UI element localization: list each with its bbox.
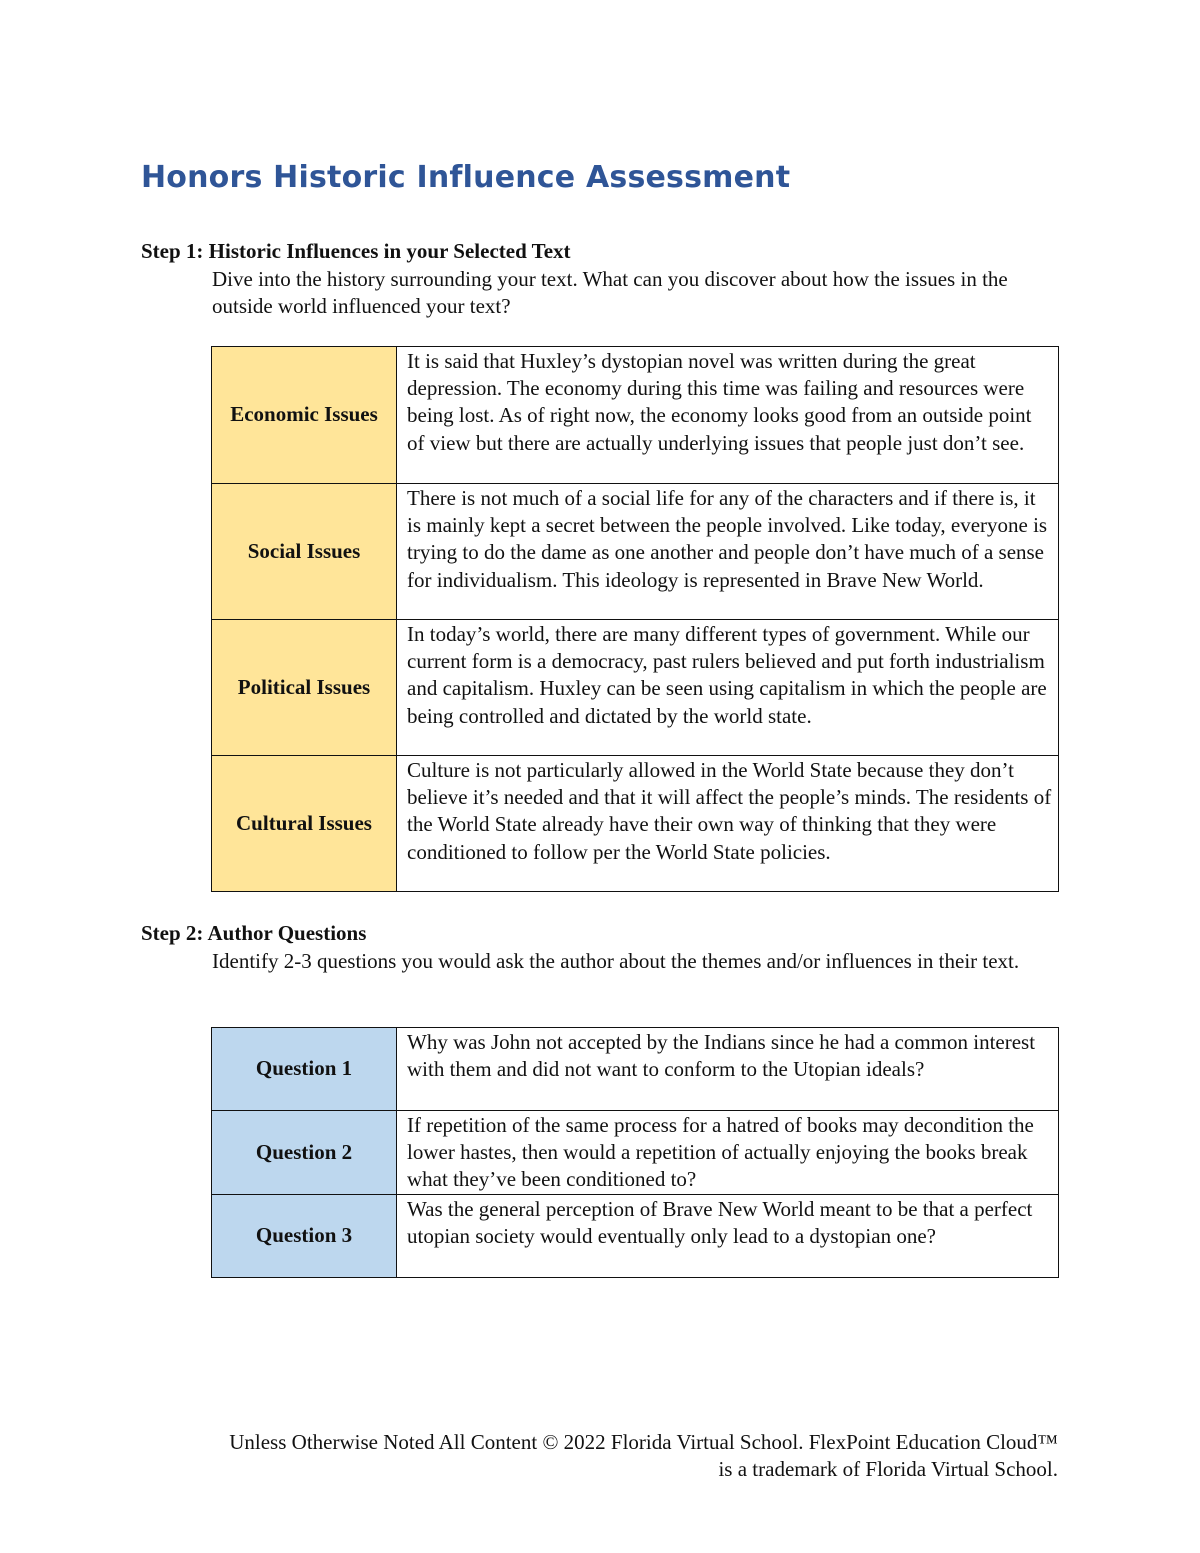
question-text: If repetition of the same process for a hatred of books may decondition the lower hastes, then would a repetition of actually enjoying the books break what they’ve been conditioned to?	[397, 1111, 1059, 1195]
author-questions-table	[211, 1027, 1059, 1278]
table-row	[212, 1111, 1059, 1195]
issue-response: In today’s world, there are many different types of government. While our current form is a democracy, past rulers believed and put forth industrialism and capitalism. Huxley can be seen using capitalism in which the people are being controlled and dictated by the world state.	[397, 620, 1059, 756]
copyright-footer: Unless Otherwise Noted All Content © 2022 Florida Virtual School. FlexPoint Education Cloud™ is a trademark of Florida Virtual School.	[229, 1430, 1058, 1481]
issue-label: Political Issues	[212, 620, 397, 756]
page-title: Honors Historic Influence Assessment	[141, 160, 791, 195]
table-row	[212, 756, 1059, 892]
question-label: Question 1	[212, 1028, 397, 1111]
issue-label: Economic Issues	[212, 347, 397, 484]
step-1-description: Dive into the history surrounding your text. What can you discover about how the issues in the outside world influenced your text?	[212, 267, 1008, 318]
historic-influences-table	[211, 346, 1059, 892]
table-row	[212, 484, 1059, 620]
table-row	[212, 347, 1059, 484]
issue-response: There is not much of a social life for any of the characters and if there is, it is mainly kept a secret between the people involved. Like today, everyone is trying to do the dame as one another and people don’t have much of a sense for individualism. This ideology is represented in Brave New World.	[397, 484, 1059, 620]
table-row	[212, 620, 1059, 756]
issue-label: Social Issues	[212, 484, 397, 620]
step-1-heading: Step 1: Historic Influences in your Selected Text	[141, 239, 571, 263]
issue-response: Culture is not particularly allowed in the World State because they don’t believe it’s needed and that it will affect the people’s minds. The residents of the World State already have their own way of thinking that they were conditioned to follow per the World State policies.	[397, 756, 1059, 892]
issue-response: It is said that Huxley’s dystopian novel was written during the great depression. The economy during this time was failing and resources were being lost. As of right now, the economy looks good from an outside point of view but there are actually underlying issues that people just don’t see.	[397, 347, 1059, 484]
table-row	[212, 1028, 1059, 1111]
step-2-heading: Step 2: Author Questions	[141, 921, 367, 945]
question-text: Why was John not accepted by the Indians since he had a common interest with them and did not want to conform to the Utopian ideals?	[397, 1028, 1059, 1111]
issue-label: Cultural Issues	[212, 756, 397, 892]
question-label: Question 2	[212, 1111, 397, 1195]
table-row	[212, 1194, 1059, 1277]
question-label: Question 3	[212, 1194, 397, 1277]
question-text: Was the general perception of Brave New World meant to be that a perfect utopian society would eventually only lead to a dystopian one?	[397, 1194, 1059, 1277]
step-2-description: Identify 2-3 questions you would ask the author about the themes and/or influences in their text.	[212, 949, 1020, 973]
